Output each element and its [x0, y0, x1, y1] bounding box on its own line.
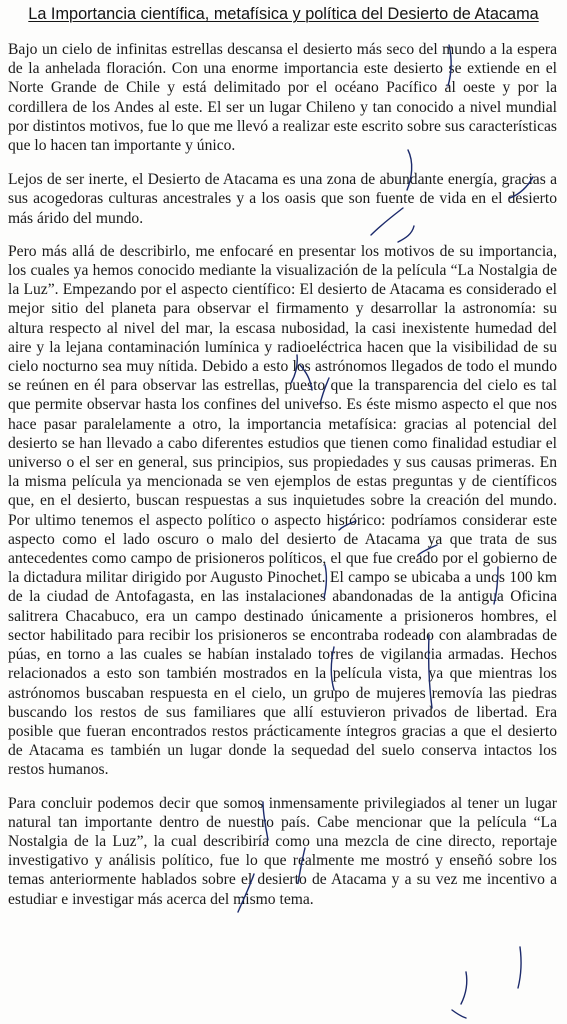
document-title-text: La Importancia científica, metafísica y política del Desierto de Atacama: [28, 5, 539, 23]
ink-slash-mark: [518, 947, 521, 988]
document-body: [8, 40, 557, 921]
document-title: [0, 3, 567, 25]
paragraph-energy: Lejos de ser inerte, el Desierto de Atacama es una zona de abundante energía, gracias a sus acogedoras culturas ancestrales y a los oasis que son fuente de vida en el desierto más árido del mundo.: [8, 171, 557, 227]
paragraph-intro: Bajo un cielo de infinitas estrellas descansa el desierto más seco del mundo a la espera de la anhelada floración. Con una enorme importancia este desierto se extiende en el Norte Grande de Chile y está delimitado por el océano Pacífico al oeste y por la cordillera de los Andes al este. El ser un lugar Chileno y tan conocido a nivel mundial por distintos motivos, fue lo que me llevó a realizar este escrito sobre sus características que lo hacen tan importante y único.: [8, 41, 557, 155]
ink-slash-mark: [452, 1010, 466, 1018]
ink-slash-mark: [461, 972, 467, 1004]
paragraph-importance: Pero más allá de describirlo, me enfocaré en presentar los motivos de su importancia, los cuales ya hemos conocido mediante la visualización de la película “La Nostalgia de la Luz”. Empezando por el aspecto científico: El desierto de Atacama es considerado el mejor sitio del planeta para observar el firmamento y desarrollar la astronomía: su altura respecto al nivel del mar, la escasa nubosidad, la casi inexistente humedad del aire y la lejana contaminación lumínica y radioeléctrica hacen que la visibilidad de su cielo nocturno sea muy nítida. Debido a esto los astrónomos llegados de todo el mundo se reúnen en él para observar las estrellas, puesto que la transparencia del cielo es tal que permite observar hasta los confines del universo. Es éste mismo aspecto el que nos hace pasar paralelamente a otro, la importancia metafísica: gracias al potencial del desierto se han llevado a cabo diferentes estudios que tienen como finalidad estudiar el universo o el ser en general, sus principios, sus propiedades y sus causas primeras. En la misma película ya mencionada se ven ejemplos de estas preguntas y de científicos que, en el desierto, buscan respuestas a sus inquietudes sobre la creación del mundo. Por ultimo tenemos el aspecto político o aspecto histórico: podríamos considerar este aspecto como el lado oscuro o malo del desierto de Atacama ya que trata de sus antecedentes como campo de prisioneros políticos, el que fue creado por el gobierno de la dictadura militar dirigido por Augusto Pinochet. El campo se ubicaba a unos 100 km de la ciudad de Antofagasta, en las instalaciones abandonadas de la antigua Oficina salitrera Chacabuco, era un campo destinado únicamente a prisioneros hombres, el sector habilitado para recibir los prisioneros se encontraba rodeado con alambradas de púas, en torno a las cuales se habían instalado torres de vigilancia armadas. Hechos relacionados a esto son también mostrados en la película vista, ya que mientras los astrónomos buscaban respuesta en el cielo, un grupo de mujeres removía las piedras buscando los restos de sus familiares que allí estuvieron privados de libertad. Era posible que fueran encontrados restos prácticamente íntegros gracias a que el desierto de Atacama es también un lugar donde la sequedad del suelo conserva intactos los restos humanos.: [8, 242, 557, 779]
paragraph-conclusion: Para concluir podemos decir que somos inmensamente privilegiados al tener un lugar natural tan importante dentro de nuestro país. Cabe mencionar que la película “La Nostalgia de la Luz”, la cual describiría como una mezcla de cine directo, reportaje investigativo y análisis político, fue lo que realmente me mostró y enseñó sobre los temas anteriormente hablados sobre el desierto de Atacama y a su vez me incentivo a estudiar e investigar más acerca del mismo tema.: [8, 794, 557, 908]
